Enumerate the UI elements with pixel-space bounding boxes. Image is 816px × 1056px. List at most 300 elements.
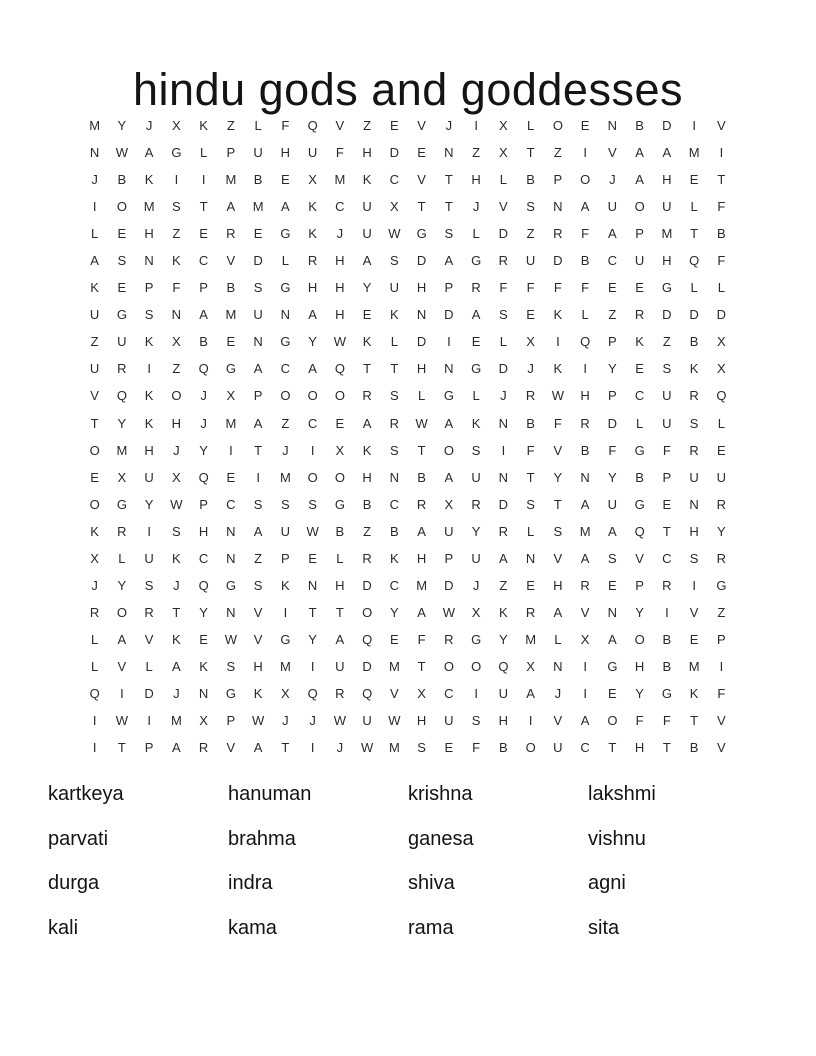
grid-letter: H [253,658,263,674]
grid-letter: K [199,118,208,134]
grid-letter: T [117,740,126,756]
grid-letter: X [499,118,508,134]
grid-letter: G [280,226,291,242]
grid-letter: T [172,604,181,620]
grid-letter: A [444,253,454,269]
grid-letter: E [90,469,99,485]
grid-letter: B [499,740,508,756]
grid-letter: C [335,199,345,215]
grid-letter: J [445,118,453,134]
grid-letter: N [389,469,400,485]
grid-letter: W [115,713,129,729]
grid-letter: U [716,469,727,485]
grid-letter: L [690,199,698,215]
grid-letter: T [526,469,535,485]
grid-letter: T [199,199,208,215]
grid-letter: A [444,415,454,431]
grid-letter: F [526,442,535,458]
grid-letter: S [662,361,672,377]
grid-letter: T [417,658,426,674]
grid-letter: O [607,713,618,729]
grid-letter: V [226,740,236,756]
grid-letter: T [335,604,344,620]
grid-letter: K [144,172,154,188]
word-search-grid [81,112,735,761]
grid-letter: K [689,361,699,377]
grid-letter: M [525,631,537,647]
grid-letter: P [635,226,644,242]
grid-letter: L [472,388,480,404]
grid-letter: F [281,118,290,134]
grid-letter: H [362,145,372,161]
grid-letter: B [717,226,726,242]
grid-letter: O [525,740,536,756]
grid-letter: G [225,686,236,701]
grid-letter: A [253,523,263,539]
grid-letter: M [252,199,264,215]
grid-letter: W [115,145,129,161]
grid-letter: C [607,253,618,269]
grid-letter: I [174,172,179,188]
grid-letter: A [362,415,372,431]
grid-letter: G [443,388,454,404]
grid-letter: U [144,550,154,566]
grid-letter: F [172,280,181,296]
grid-letter: G [280,334,291,350]
grid-letter: T [363,361,372,377]
grid-letter: D [253,253,263,269]
grid-letter: H [362,469,372,485]
grid-letter: Q [334,361,345,377]
grid-letter: Y [199,442,208,458]
grid-letter: N [580,469,590,485]
grid-letter: H [662,253,672,269]
grid-letter: M [279,658,291,674]
grid-letter: V [117,658,127,674]
grid-letter: P [444,550,454,566]
grid-letter: Z [254,550,263,566]
grid-letter: W [333,713,347,729]
grid-letter: E [635,361,644,377]
grid-letter: X [390,199,399,215]
grid-letter: E [608,686,617,701]
grid-letter: I [583,686,587,701]
grid-letter: P [144,740,154,756]
grid-letter: L [145,658,153,674]
grid-letter: R [716,550,727,566]
grid-letter: S [526,496,535,512]
grid-letter: K [553,361,563,377]
grid-letter: W [442,604,456,620]
grid-letter: R [471,280,481,296]
grid-letter: S [390,253,399,269]
grid-letter: B [226,280,236,296]
grid-letter: W [170,496,183,512]
grid-letter: G [634,442,645,458]
word-list-item: agni [588,872,626,894]
grid-letter: G [607,658,618,674]
grid-letter: S [144,307,154,323]
grid-letter: A [635,145,644,161]
grid-letter: U [362,226,372,242]
grid-letter: U [280,523,291,539]
grid-letter: U [662,415,672,431]
grid-letter: I [583,145,587,161]
grid-letter: G [334,496,345,512]
grid-letter: B [117,172,127,188]
grid-letter: Z [717,604,726,620]
grid-letter: E [226,334,236,350]
grid-letter: T [444,199,453,215]
grid-letter: S [689,550,699,566]
grid-letter: H [144,442,154,458]
grid-letter: S [253,577,263,593]
grid-letter: X [580,631,590,647]
grid-letter: R [117,523,127,539]
grid-letter: E [199,226,208,242]
grid-letter: R [498,523,509,539]
grid-letter: Y [390,604,399,620]
grid-letter: H [335,253,345,269]
grid-letter: P [199,496,208,512]
grid-letter: O [116,604,127,620]
grid-letter: K [144,388,154,404]
grid-letter: C [280,361,291,377]
grid-letter: W [360,740,374,756]
grid-letter: Y [471,523,481,539]
grid-letter: R [580,577,590,593]
grid-letter: F [662,713,671,729]
grid-letter: V [390,686,399,701]
grid-letter: D [662,307,672,323]
grid-letter: D [362,577,372,593]
grid-letter: F [472,740,481,756]
grid-letter: M [225,172,237,188]
grid-letter: J [173,577,180,593]
grid-letter: N [226,550,236,566]
grid-letter: K [199,658,208,674]
grid-letter: E [417,145,426,161]
grid-letter: N [607,604,618,620]
grid-letter: D [498,361,509,377]
grid-letter: L [527,523,535,539]
grid-letter: U [389,280,400,296]
grid-letter: M [661,226,673,242]
grid-letter: F [717,199,726,215]
grid-letter: L [636,415,644,431]
grid-letter: Z [90,334,99,350]
grid-letter: J [500,388,507,404]
word-list-item: kartkeya [48,783,124,805]
grid-letter: E [580,118,590,134]
grid-letter: V [553,550,563,566]
grid-letter: C [389,577,400,593]
grid-letter: A [580,550,590,566]
grid-letter: A [253,415,263,431]
grid-letter: P [144,280,154,296]
grid-letter: X [172,334,181,350]
grid-letter: W [388,713,401,729]
grid-letter: G [471,631,482,647]
grid-letter: L [581,307,589,323]
grid-letter: I [474,118,478,134]
grid-letter: J [472,577,480,593]
grid-letter: U [553,740,563,756]
grid-letter: S [390,388,399,404]
grid-letter: Q [307,118,318,134]
grid-letter: P [662,469,672,485]
grid-letter: F [526,280,535,296]
grid-letter: O [116,199,127,215]
grid-letter: L [390,334,398,350]
grid-letter: V [417,118,426,134]
word-list-item: brahma [228,827,296,850]
grid-letter: V [253,604,263,620]
grid-letter: H [198,523,209,539]
grid-letter: V [553,442,563,458]
grid-letter: B [526,415,535,431]
grid-letter: K [390,307,399,323]
grid-letter: Y [635,604,644,620]
grid-letter: X [417,686,426,701]
grid-letter: Z [172,226,181,242]
grid-letter: K [308,199,317,215]
grid-letter: F [499,280,508,296]
grid-letter: S [608,550,617,566]
grid-letter: I [229,442,233,458]
grid-letter: T [90,415,99,431]
grid-letter: U [144,469,154,485]
grid-letter: P [226,713,236,729]
grid-letter: G [661,686,672,701]
grid-letter: A [226,199,236,215]
grid-letter: Q [716,388,727,404]
grid-letter: Y [608,469,617,485]
grid-letter: B [580,253,590,269]
grid-letter: G [716,577,727,593]
grid-letter: L [527,118,535,134]
grid-letter: O [307,388,318,404]
grid-letter: S [417,740,426,756]
grid-letter: T [662,740,671,756]
grid-letter: N [553,658,563,674]
grid-letter: Y [362,280,372,296]
grid-letter: S [253,280,263,296]
grid-letter: I [283,604,288,620]
word-list-item: kama [228,916,277,939]
grid-letter: R [580,415,590,431]
grid-letter: N [498,469,509,485]
grid-letter: O [362,604,373,620]
grid-letter: I [147,523,151,539]
grid-letter: H [662,172,672,188]
grid-letter: N [198,686,209,701]
grid-letter: L [418,388,426,404]
grid-letter: S [444,226,454,242]
grid-letter: H [416,550,427,566]
grid-letter: D [389,145,400,161]
grid-letter: U [471,550,481,566]
grid-letter: E [689,172,699,188]
grid-letter: E [635,280,644,296]
grid-letter: A [608,631,617,647]
grid-letter: D [662,118,672,134]
grid-letter: G [280,280,291,296]
grid-letter: U [662,388,672,404]
grid-letter: T [390,361,399,377]
grid-letter: C [662,550,672,566]
grid-letter: O [443,442,454,458]
grid-letter: S [308,496,317,512]
grid-letter: N [280,307,291,323]
grid-letter: S [281,496,290,512]
grid-letter: A [253,740,263,756]
grid-letter: B [689,740,699,756]
grid-letter: N [89,145,100,161]
grid-letter: U [117,334,127,350]
grid-letter: X [281,686,290,701]
grid-letter: Y [308,334,317,350]
grid-letter: D [144,686,154,701]
grid-letter: D [607,415,618,431]
grid-letter: K [172,550,181,566]
grid-letter: S [144,577,154,593]
grid-letter: I [120,686,124,701]
grid-letter: L [200,145,208,161]
grid-letter: T [417,199,426,215]
grid-letter: G [116,307,127,323]
grid-letter: Y [117,415,127,431]
grid-letter: W [415,415,428,431]
grid-letter: B [662,658,672,674]
grid-letter: K [635,334,644,350]
word-list-item: rama [408,916,454,939]
grid-letter: C [198,253,209,269]
grid-letter: H [144,226,154,242]
grid-letter: M [116,442,128,458]
grid-letter: S [172,523,181,539]
grid-letter: K [362,442,372,458]
grid-letter: E [390,631,399,647]
grid-letter: V [608,145,617,161]
grid-letter: H [335,577,345,593]
grid-letter: N [444,145,454,161]
grid-letter: Q [362,631,373,647]
grid-letter: L [281,253,289,269]
page-title: hindu gods and goddesses [133,64,683,116]
grid-letter: Y [144,496,154,512]
grid-letter: X [335,442,345,458]
grid-letter: U [362,713,372,729]
grid-letter: Q [689,253,700,269]
grid-letter: E [281,172,290,188]
grid-letter: K [172,253,181,269]
grid-letter: F [581,280,590,296]
grid-letter: T [662,523,671,539]
grid-letter: Q [362,686,373,701]
grid-letter: L [336,550,344,566]
grid-letter: R [335,686,345,701]
grid-letter: B [199,334,208,350]
grid-letter: V [499,199,508,215]
grid-letter: C [389,496,400,512]
grid-letter: J [309,713,316,729]
grid-letter: A [608,523,617,539]
grid-letter: A [253,361,263,377]
grid-letter: M [225,415,237,431]
grid-letter: X [172,469,181,485]
grid-letter: R [498,253,509,269]
grid-letter: N [553,199,563,215]
grid-letter: O [171,388,182,404]
word-list-item: sita [588,916,620,939]
grid-letter: N [171,307,182,323]
grid-letter: M [579,523,591,539]
grid-letter: E [717,442,726,458]
grid-letter: D [444,307,454,323]
grid-letter: M [279,469,291,485]
grid-letter: C [226,496,236,512]
grid-letter: H [416,280,427,296]
grid-letter: Z [553,145,562,161]
grid-letter: N [226,523,236,539]
grid-letter: L [472,226,480,242]
grid-letter: V [226,253,236,269]
grid-letter: U [307,145,318,161]
grid-letter: R [689,442,699,458]
grid-letter: Y [553,469,563,485]
grid-letter: H [280,145,291,161]
grid-letter: V [580,604,590,620]
grid-letter: W [388,226,401,242]
grid-letter: S [689,415,699,431]
grid-letter: C [580,740,590,756]
grid-letter: X [199,713,208,729]
grid-letter: I [92,713,97,729]
grid-letter: I [201,172,206,188]
grid-letter: U [444,713,454,729]
grid-letter: K [471,415,481,431]
grid-letter: A [580,713,590,729]
grid-letter: M [388,658,400,674]
grid-letter: A [144,145,154,161]
grid-letter: J [91,172,98,188]
grid-letter: H [553,577,563,593]
grid-letter: R [444,631,454,647]
grid-letter: K [144,415,154,431]
grid-letter: K [281,577,290,593]
grid-letter: V [635,550,644,566]
grid-letter: R [716,496,727,512]
grid-letter: J [173,686,180,701]
grid-letter: O [552,118,563,134]
grid-letter: D [716,307,727,323]
grid-letter: B [580,442,590,458]
grid-letter: D [498,496,509,512]
grid-letter: B [635,118,644,134]
grid-letter: L [499,172,507,188]
grid-letter: S [471,713,481,729]
grid-letter: T [281,740,290,756]
grid-letter: Y [308,631,317,647]
grid-letter: T [444,172,453,188]
grid-letter: Q [89,686,100,701]
grid-letter: U [689,469,699,485]
grid-letter: R [362,550,372,566]
grid-letter: I [310,442,315,458]
grid-letter: U [634,253,645,269]
word-list-item: durga [48,872,100,894]
